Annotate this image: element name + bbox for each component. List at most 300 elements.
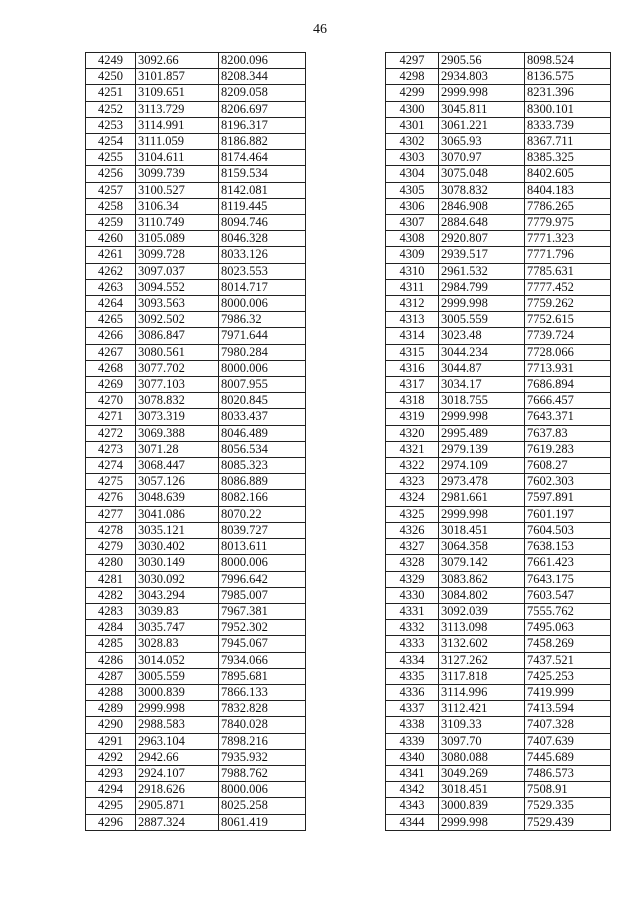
table-row <box>386 85 611 101</box>
table-row <box>86 117 306 133</box>
point-number-cell: 4275 <box>86 474 136 490</box>
table-row <box>86 717 306 733</box>
table-row <box>386 296 611 312</box>
x-coordinate-cell: 2995.489 <box>439 425 525 441</box>
point-number-cell: 4341 <box>386 765 439 781</box>
y-coordinate-cell: 7407.328 <box>525 717 611 733</box>
point-number-cell: 4311 <box>386 279 439 295</box>
y-coordinate-cell: 7608.27 <box>525 458 611 474</box>
x-coordinate-cell: 3041.086 <box>136 506 219 522</box>
x-coordinate-cell: 3086.847 <box>136 328 219 344</box>
x-coordinate-cell: 3073.319 <box>136 409 219 425</box>
table-row <box>86 474 306 490</box>
point-number-cell: 4319 <box>386 409 439 425</box>
point-number-cell: 4328 <box>386 555 439 571</box>
y-coordinate-cell: 8098.524 <box>525 53 611 69</box>
x-coordinate-cell: 3030.092 <box>136 571 219 587</box>
y-coordinate-cell: 7643.175 <box>525 571 611 587</box>
table-row <box>86 652 306 668</box>
point-number-cell: 4310 <box>386 263 439 279</box>
y-coordinate-cell: 8085.323 <box>219 458 306 474</box>
table-row <box>386 312 611 328</box>
x-coordinate-cell: 2974.109 <box>439 458 525 474</box>
point-number-cell: 4302 <box>386 134 439 150</box>
y-coordinate-cell: 7988.762 <box>219 765 306 781</box>
x-coordinate-cell: 2846.908 <box>439 198 525 214</box>
x-coordinate-cell: 3034.17 <box>439 377 525 393</box>
point-number-cell: 4337 <box>386 701 439 717</box>
table-row <box>386 134 611 150</box>
x-coordinate-cell: 3080.561 <box>136 344 219 360</box>
x-coordinate-cell: 2884.648 <box>439 215 525 231</box>
table-row <box>86 344 306 360</box>
point-number-cell: 4304 <box>386 166 439 182</box>
y-coordinate-cell: 7952.302 <box>219 620 306 636</box>
point-number-cell: 4340 <box>386 749 439 765</box>
point-number-cell: 4295 <box>86 798 136 814</box>
table-row <box>86 765 306 781</box>
y-coordinate-cell: 8333.739 <box>525 117 611 133</box>
table-row <box>386 798 611 814</box>
y-coordinate-cell: 8174.464 <box>219 150 306 166</box>
point-number-cell: 4282 <box>86 587 136 603</box>
y-coordinate-cell: 8033.126 <box>219 247 306 263</box>
x-coordinate-cell: 3092.039 <box>439 603 525 619</box>
point-number-cell: 4262 <box>86 263 136 279</box>
x-coordinate-cell: 3075.048 <box>439 166 525 182</box>
y-coordinate-cell: 7508.91 <box>525 782 611 798</box>
y-coordinate-cell: 7945.067 <box>219 636 306 652</box>
y-coordinate-cell: 7419.999 <box>525 684 611 700</box>
x-coordinate-cell: 3112.421 <box>439 701 525 717</box>
y-coordinate-cell: 7895.681 <box>219 668 306 684</box>
table-row <box>386 279 611 295</box>
point-number-cell: 4307 <box>386 215 439 231</box>
point-number-cell: 4343 <box>386 798 439 814</box>
table-row <box>86 587 306 603</box>
x-coordinate-cell: 3101.857 <box>136 69 219 85</box>
x-coordinate-cell: 3114.991 <box>136 117 219 133</box>
point-number-cell: 4303 <box>386 150 439 166</box>
y-coordinate-cell: 8385.325 <box>525 150 611 166</box>
y-coordinate-cell: 8000.006 <box>219 296 306 312</box>
point-number-cell: 4256 <box>86 166 136 182</box>
point-number-cell: 4335 <box>386 668 439 684</box>
x-coordinate-cell: 2961.532 <box>439 263 525 279</box>
y-coordinate-cell: 7425.253 <box>525 668 611 684</box>
point-number-cell: 4257 <box>86 182 136 198</box>
y-coordinate-cell: 7752.615 <box>525 312 611 328</box>
y-coordinate-cell: 7777.452 <box>525 279 611 295</box>
y-coordinate-cell: 8200.096 <box>219 53 306 69</box>
point-number-cell: 4327 <box>386 539 439 555</box>
point-number-cell: 4250 <box>86 69 136 85</box>
x-coordinate-cell: 3113.098 <box>439 620 525 636</box>
point-number-cell: 4296 <box>86 814 136 830</box>
x-coordinate-cell: 3097.70 <box>439 733 525 749</box>
table-row <box>386 231 611 247</box>
x-coordinate-cell: 3111.059 <box>136 134 219 150</box>
x-coordinate-cell: 3083.862 <box>439 571 525 587</box>
table-row <box>386 458 611 474</box>
point-number-cell: 4268 <box>86 360 136 376</box>
table-row <box>386 409 611 425</box>
point-number-cell: 4306 <box>386 198 439 214</box>
point-number-cell: 4279 <box>86 539 136 555</box>
x-coordinate-cell: 3084.802 <box>439 587 525 603</box>
table-row <box>86 425 306 441</box>
point-number-cell: 4324 <box>386 490 439 506</box>
table-row <box>386 701 611 717</box>
x-coordinate-cell: 3092.502 <box>136 312 219 328</box>
y-coordinate-cell: 7779.975 <box>525 215 611 231</box>
point-number-cell: 4288 <box>86 684 136 700</box>
y-coordinate-cell: 7935.932 <box>219 749 306 765</box>
point-number-cell: 4299 <box>386 85 439 101</box>
x-coordinate-cell: 3117.818 <box>439 668 525 684</box>
x-coordinate-cell: 3018.451 <box>439 782 525 798</box>
point-number-cell: 4255 <box>86 150 136 166</box>
point-number-cell: 4338 <box>386 717 439 733</box>
x-coordinate-cell: 2939.517 <box>439 247 525 263</box>
table-row <box>386 555 611 571</box>
point-number-cell: 4321 <box>386 441 439 457</box>
y-coordinate-cell: 8033.437 <box>219 409 306 425</box>
x-coordinate-cell: 3000.839 <box>439 798 525 814</box>
x-coordinate-cell: 2999.998 <box>439 506 525 522</box>
point-number-cell: 4261 <box>86 247 136 263</box>
y-coordinate-cell: 8046.328 <box>219 231 306 247</box>
x-coordinate-cell: 2963.104 <box>136 733 219 749</box>
x-coordinate-cell: 3035.747 <box>136 620 219 636</box>
table-row <box>386 684 611 700</box>
y-coordinate-cell: 7458.269 <box>525 636 611 652</box>
point-number-cell: 4331 <box>386 603 439 619</box>
table-row <box>86 247 306 263</box>
y-coordinate-cell: 7759.262 <box>525 296 611 312</box>
x-coordinate-cell: 3014.052 <box>136 652 219 668</box>
point-number-cell: 4297 <box>386 53 439 69</box>
point-number-cell: 4287 <box>86 668 136 684</box>
table-row <box>386 652 611 668</box>
table-row <box>386 717 611 733</box>
table-row <box>386 328 611 344</box>
table-row <box>86 733 306 749</box>
y-coordinate-cell: 8014.717 <box>219 279 306 295</box>
y-coordinate-cell: 7604.503 <box>525 522 611 538</box>
table-row <box>86 182 306 198</box>
x-coordinate-cell: 2920.807 <box>439 231 525 247</box>
point-number-cell: 4266 <box>86 328 136 344</box>
y-coordinate-cell: 8142.081 <box>219 182 306 198</box>
y-coordinate-cell: 8231.396 <box>525 85 611 101</box>
x-coordinate-cell: 3000.839 <box>136 684 219 700</box>
table-row <box>386 247 611 263</box>
x-coordinate-cell: 2934.803 <box>439 69 525 85</box>
point-number-cell: 4277 <box>86 506 136 522</box>
y-coordinate-cell: 7728.066 <box>525 344 611 360</box>
y-coordinate-cell: 8086.889 <box>219 474 306 490</box>
y-coordinate-cell: 8206.697 <box>219 101 306 117</box>
y-coordinate-cell: 8094.746 <box>219 215 306 231</box>
point-number-cell: 4333 <box>386 636 439 652</box>
table-row <box>86 506 306 522</box>
table-row <box>86 522 306 538</box>
table-row <box>86 150 306 166</box>
point-number-cell: 4294 <box>86 782 136 798</box>
point-number-cell: 4272 <box>86 425 136 441</box>
table-row <box>86 377 306 393</box>
point-number-cell: 4312 <box>386 296 439 312</box>
y-coordinate-cell: 8196.317 <box>219 117 306 133</box>
table-row <box>86 603 306 619</box>
point-number-cell: 4271 <box>86 409 136 425</box>
x-coordinate-cell: 3099.728 <box>136 247 219 263</box>
table-row <box>86 85 306 101</box>
x-coordinate-cell: 3078.832 <box>136 393 219 409</box>
table-row <box>386 620 611 636</box>
table-row <box>86 69 306 85</box>
point-number-cell: 4309 <box>386 247 439 263</box>
y-coordinate-cell: 8046.489 <box>219 425 306 441</box>
y-coordinate-cell: 7771.796 <box>525 247 611 263</box>
x-coordinate-cell: 2979.139 <box>439 441 525 457</box>
x-coordinate-cell: 2887.324 <box>136 814 219 830</box>
x-coordinate-cell: 2999.998 <box>439 814 525 830</box>
y-coordinate-cell: 7643.371 <box>525 409 611 425</box>
y-coordinate-cell: 7840.028 <box>219 717 306 733</box>
x-coordinate-cell: 3109.33 <box>439 717 525 733</box>
table-row <box>86 571 306 587</box>
table-row <box>86 215 306 231</box>
x-coordinate-cell: 2984.799 <box>439 279 525 295</box>
x-coordinate-cell: 3069.388 <box>136 425 219 441</box>
y-coordinate-cell: 7934.066 <box>219 652 306 668</box>
y-coordinate-cell: 8025.258 <box>219 798 306 814</box>
x-coordinate-cell: 2999.998 <box>439 409 525 425</box>
table-row <box>86 701 306 717</box>
x-coordinate-cell: 3105.089 <box>136 231 219 247</box>
x-coordinate-cell: 3028.83 <box>136 636 219 652</box>
table-row <box>86 53 306 69</box>
table-row <box>86 231 306 247</box>
table-row <box>86 636 306 652</box>
x-coordinate-cell: 2981.661 <box>439 490 525 506</box>
table-row <box>386 166 611 182</box>
point-number-cell: 4320 <box>386 425 439 441</box>
table-row <box>386 425 611 441</box>
y-coordinate-cell: 8061.419 <box>219 814 306 830</box>
y-coordinate-cell: 7638.153 <box>525 539 611 555</box>
y-coordinate-cell: 7971.644 <box>219 328 306 344</box>
table-row <box>86 749 306 765</box>
point-number-cell: 4264 <box>86 296 136 312</box>
point-number-cell: 4313 <box>386 312 439 328</box>
table-row <box>386 506 611 522</box>
point-number-cell: 4316 <box>386 360 439 376</box>
table-row <box>386 215 611 231</box>
y-coordinate-cell: 8013.611 <box>219 539 306 555</box>
point-number-cell: 4274 <box>86 458 136 474</box>
y-coordinate-cell: 7980.284 <box>219 344 306 360</box>
y-coordinate-cell: 7967.381 <box>219 603 306 619</box>
y-coordinate-cell: 7601.197 <box>525 506 611 522</box>
table-row <box>86 620 306 636</box>
x-coordinate-cell: 3092.66 <box>136 53 219 69</box>
table-row <box>386 198 611 214</box>
table-row <box>386 522 611 538</box>
x-coordinate-cell: 3061.221 <box>439 117 525 133</box>
point-number-cell: 4293 <box>86 765 136 781</box>
y-coordinate-cell: 7898.216 <box>219 733 306 749</box>
x-coordinate-cell: 2924.107 <box>136 765 219 781</box>
table-row <box>86 360 306 376</box>
x-coordinate-cell: 3106.34 <box>136 198 219 214</box>
table-row <box>86 393 306 409</box>
point-number-cell: 4258 <box>86 198 136 214</box>
x-coordinate-cell: 3079.142 <box>439 555 525 571</box>
table-row <box>386 587 611 603</box>
y-coordinate-cell: 8056.534 <box>219 441 306 457</box>
x-coordinate-cell: 3071.28 <box>136 441 219 457</box>
point-number-cell: 4334 <box>386 652 439 668</box>
table-row <box>86 328 306 344</box>
point-number-cell: 4325 <box>386 506 439 522</box>
point-number-cell: 4339 <box>386 733 439 749</box>
y-coordinate-cell: 7686.894 <box>525 377 611 393</box>
y-coordinate-cell: 8007.955 <box>219 377 306 393</box>
point-number-cell: 4269 <box>86 377 136 393</box>
y-coordinate-cell: 8367.711 <box>525 134 611 150</box>
point-number-cell: 4329 <box>386 571 439 587</box>
x-coordinate-cell: 3078.832 <box>439 182 525 198</box>
y-coordinate-cell: 8186.882 <box>219 134 306 150</box>
y-coordinate-cell: 8000.006 <box>219 555 306 571</box>
point-number-cell: 4260 <box>86 231 136 247</box>
y-coordinate-cell: 7785.631 <box>525 263 611 279</box>
y-coordinate-cell: 7832.828 <box>219 701 306 717</box>
table-row <box>86 263 306 279</box>
point-number-cell: 4336 <box>386 684 439 700</box>
x-coordinate-cell: 2905.56 <box>439 53 525 69</box>
y-coordinate-cell: 7619.283 <box>525 441 611 457</box>
point-number-cell: 4283 <box>86 603 136 619</box>
y-coordinate-cell: 7603.547 <box>525 587 611 603</box>
x-coordinate-cell: 3057.126 <box>136 474 219 490</box>
point-number-cell: 4342 <box>386 782 439 798</box>
point-number-cell: 4317 <box>386 377 439 393</box>
y-coordinate-cell: 8070.22 <box>219 506 306 522</box>
x-coordinate-cell: 3100.527 <box>136 182 219 198</box>
y-coordinate-cell: 7637.83 <box>525 425 611 441</box>
point-number-cell: 4305 <box>386 182 439 198</box>
table-row <box>386 733 611 749</box>
table-row <box>386 749 611 765</box>
point-number-cell: 4285 <box>86 636 136 652</box>
y-coordinate-cell: 8208.344 <box>219 69 306 85</box>
point-number-cell: 4278 <box>86 522 136 538</box>
y-coordinate-cell: 7866.133 <box>219 684 306 700</box>
table-row <box>86 198 306 214</box>
x-coordinate-cell: 2999.998 <box>136 701 219 717</box>
table-row <box>386 490 611 506</box>
table-row <box>86 458 306 474</box>
table-row <box>386 603 611 619</box>
x-coordinate-cell: 3043.294 <box>136 587 219 603</box>
point-number-cell: 4344 <box>386 814 439 830</box>
x-coordinate-cell: 3018.755 <box>439 393 525 409</box>
y-coordinate-cell: 8209.058 <box>219 85 306 101</box>
table-row <box>386 441 611 457</box>
point-number-cell: 4284 <box>86 620 136 636</box>
point-number-cell: 4252 <box>86 101 136 117</box>
point-number-cell: 4270 <box>86 393 136 409</box>
point-number-cell: 4267 <box>86 344 136 360</box>
table-row <box>386 69 611 85</box>
table-row <box>86 668 306 684</box>
y-coordinate-cell: 8039.727 <box>219 522 306 538</box>
coordinates-table-right <box>385 52 611 831</box>
y-coordinate-cell: 8000.006 <box>219 782 306 798</box>
point-number-cell: 4273 <box>86 441 136 457</box>
table-row <box>86 684 306 700</box>
point-number-cell: 4330 <box>386 587 439 603</box>
x-coordinate-cell: 3023.48 <box>439 328 525 344</box>
x-coordinate-cell: 2942.66 <box>136 749 219 765</box>
x-coordinate-cell: 3097.037 <box>136 263 219 279</box>
x-coordinate-cell: 3049.269 <box>439 765 525 781</box>
point-number-cell: 4251 <box>86 85 136 101</box>
table-row <box>386 360 611 376</box>
y-coordinate-cell: 7495.063 <box>525 620 611 636</box>
x-coordinate-cell: 3077.702 <box>136 360 219 376</box>
x-coordinate-cell: 2988.583 <box>136 717 219 733</box>
table-row <box>86 555 306 571</box>
y-coordinate-cell: 7661.423 <box>525 555 611 571</box>
x-coordinate-cell: 3109.651 <box>136 85 219 101</box>
x-coordinate-cell: 2973.478 <box>439 474 525 490</box>
x-coordinate-cell: 3080.088 <box>439 749 525 765</box>
table-row <box>86 166 306 182</box>
y-coordinate-cell: 7529.439 <box>525 814 611 830</box>
y-coordinate-cell: 8082.166 <box>219 490 306 506</box>
point-number-cell: 4281 <box>86 571 136 587</box>
point-number-cell: 4318 <box>386 393 439 409</box>
x-coordinate-cell: 3044.87 <box>439 360 525 376</box>
y-coordinate-cell: 7985.007 <box>219 587 306 603</box>
table-row <box>86 134 306 150</box>
y-coordinate-cell: 7445.689 <box>525 749 611 765</box>
point-number-cell: 4323 <box>386 474 439 490</box>
point-number-cell: 4276 <box>86 490 136 506</box>
y-coordinate-cell: 8119.445 <box>219 198 306 214</box>
table-row <box>86 814 306 830</box>
table-row <box>386 377 611 393</box>
y-coordinate-cell: 8300.101 <box>525 101 611 117</box>
coordinates-table-left <box>85 52 306 831</box>
x-coordinate-cell: 3099.739 <box>136 166 219 182</box>
x-coordinate-cell: 2999.998 <box>439 296 525 312</box>
table-row <box>86 782 306 798</box>
table-row <box>86 441 306 457</box>
point-number-cell: 4263 <box>86 279 136 295</box>
point-number-cell: 4314 <box>386 328 439 344</box>
table-row <box>86 409 306 425</box>
table-row <box>386 814 611 830</box>
x-coordinate-cell: 3132.602 <box>439 636 525 652</box>
x-coordinate-cell: 2905.871 <box>136 798 219 814</box>
table-row <box>386 182 611 198</box>
